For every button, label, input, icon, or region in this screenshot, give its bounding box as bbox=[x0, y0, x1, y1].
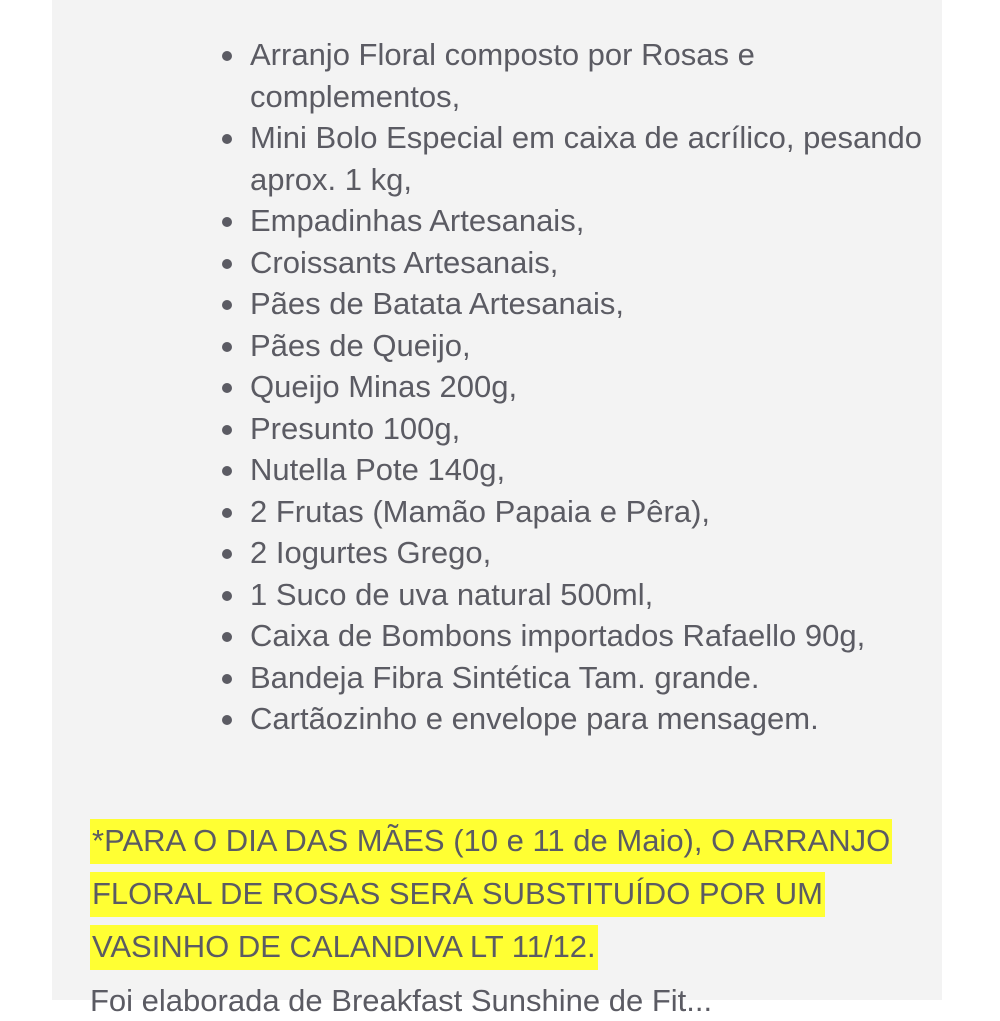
list-item: Arranjo Floral composto por Rosas e complementos, bbox=[222, 34, 922, 117]
list-item: 1 Suco de uva natural 500ml, bbox=[222, 574, 922, 616]
next-paragraph-partial: Foi elaborada de Breakfast Sunshine de Fit... bbox=[90, 983, 713, 1018]
product-items-list bbox=[222, 34, 922, 740]
list-item: 2 Frutas (Mamão Papaia e Pêra), bbox=[222, 491, 922, 533]
list-item: Caixa de Bombons importados Rafaello 90g, bbox=[222, 615, 922, 657]
content-card bbox=[52, 0, 942, 1018]
list-item: Mini Bolo Especial em caixa de acrílico, pesando aprox. 1 kg, bbox=[222, 117, 922, 200]
list-item: Pães de Batata Artesanais, bbox=[222, 283, 922, 325]
list-item: Cartãozinho e envelope para mensagem. bbox=[222, 698, 922, 740]
list-item: Croissants Artesanais, bbox=[222, 242, 922, 284]
list-item: Presunto 100g, bbox=[222, 408, 922, 450]
list-item: Queijo Minas 200g, bbox=[222, 366, 922, 408]
list-item: Nutella Pote 140g, bbox=[222, 449, 922, 491]
list-item: Empadinhas Artesanais, bbox=[222, 200, 922, 242]
highlighted-notice-text: *PARA O DIA DAS MÃES (10 e 11 de Maio), O ARRANJO FLORAL DE ROSAS SERÁ SUBSTITUÍDO POR UM VASINHO DE CALANDIVA LT 11/12. bbox=[90, 819, 892, 970]
list-item: Bandeja Fibra Sintética Tam. grande. bbox=[222, 657, 922, 699]
list-item: 2 Iogurtes Grego, bbox=[222, 532, 922, 574]
mothers-day-notice bbox=[90, 814, 930, 973]
list-item: Pães de Queijo, bbox=[222, 325, 922, 367]
